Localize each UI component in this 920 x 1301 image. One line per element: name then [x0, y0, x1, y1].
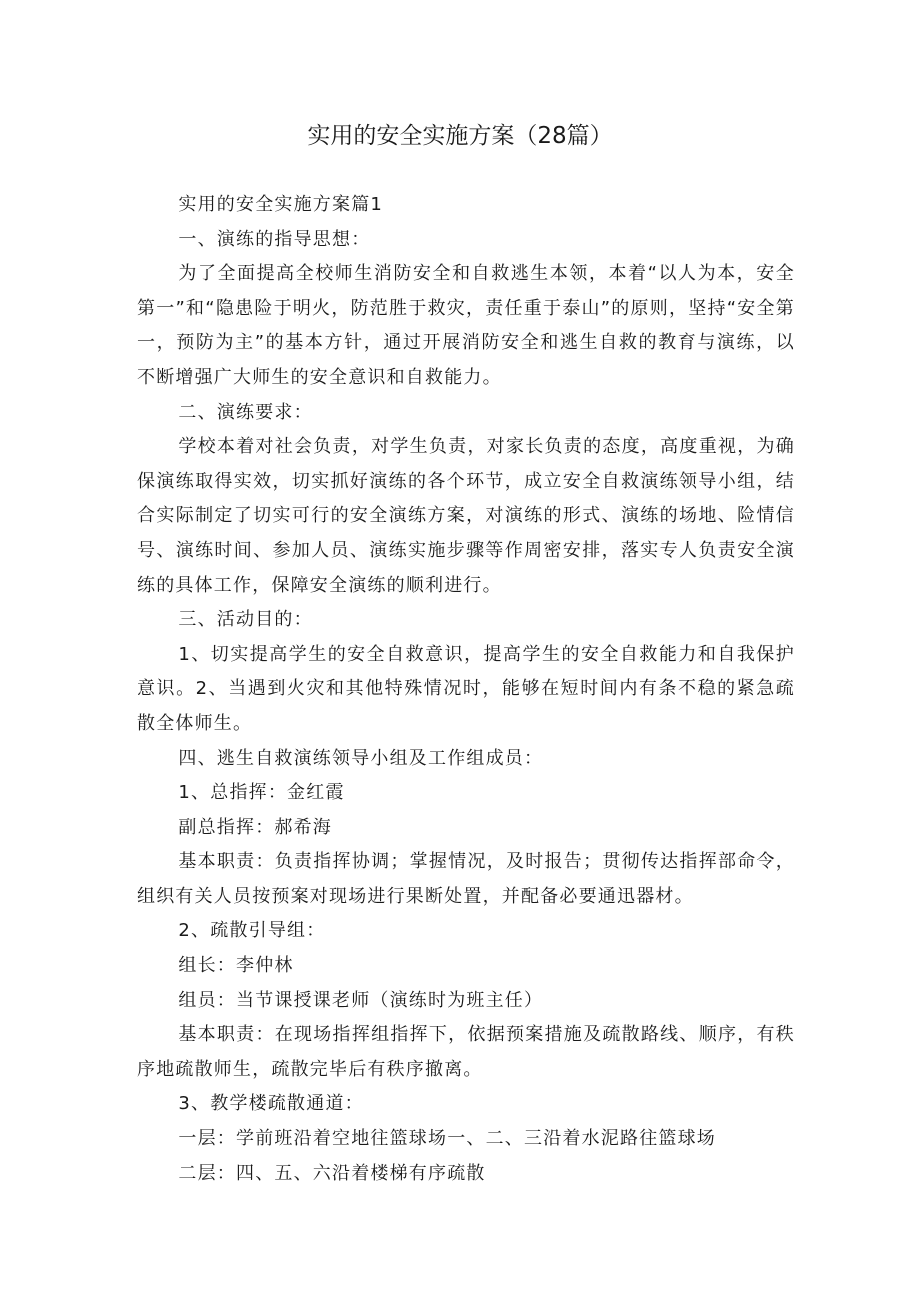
- heading-leadership-group: 四、逃生自救演练领导小组及工作组成员：: [178, 747, 544, 769]
- paragraph-activity-purpose: 1、切实提高学生的安全自救意识，提高学生的安全自救能力和自我保护意识。2、当遇到火灾和其他特殊情况时，能够在短时间内有条不稳的紧急疏散全体师生。: [137, 643, 795, 734]
- commander-duties: 基本职责：负责指挥协调；掌握情况，及时报告；贯彻传达指挥部命令，组织有关人员按预案对现场进行果断处置，并配备必要通迅器材。: [137, 851, 795, 907]
- paragraph-drill-requirements: 学校本着对社会负责，对学生负责，对家长负责的态度，高度重视，为确保演练取得实效，切实抓好演练的各个环节，成立安全自救演练领导小组，结合实际制定了切实可行的安全演练方案，对演练的形式、演练的场地、险情信号、演练时间、参加人员、演练实施步骤等作周密安排，落实专人负责安全演练的具体工作，保障安全演练的顺利进行。: [137, 436, 795, 596]
- section-heading: 实用的安全实施方案篇1: [178, 194, 384, 215]
- commander-line: 1、总指挥：金红霞: [178, 782, 345, 804]
- heading-drill-requirements: 二、演练要求：: [178, 401, 313, 423]
- route-second-floor: 二层：四、五、六沿着楼梯有序疏散: [178, 1162, 486, 1184]
- evacuation-duties: 基本职责：在现场指挥组指挥下，依据预案措施及疏散路线、顺序，有秩序地疏散师生，疏散完毕后有秩序撤离。: [137, 1024, 795, 1080]
- group-members-line: 组员：当节课授课老师（演练时为班主任）: [178, 989, 544, 1011]
- group-leader-line: 组长：李仲林: [178, 955, 294, 977]
- paragraph-guiding-ideology: 为了全面提高全校师生消防安全和自救逃生本领，本着“以人为本，安全第一”和“隐患险于明火，防范胜于救灾，责任重于泰山”的原则，坚持“安全第一，预防为主”的基本方针，通过开展消防安全和逃生自救的教育与演练，以不断增强广大师生的安全意识和自救能力。: [137, 263, 795, 388]
- route-first-floor: 一层：学前班沿着空地往篮球场一、二、三沿着水泥路往篮球场: [178, 1128, 716, 1150]
- deputy-commander-line: 副总指挥：郝希海: [178, 816, 332, 838]
- heading-evacuation-group: 2、疏散引导组：: [178, 920, 326, 942]
- heading-activity-purpose: 三、活动目的：: [178, 609, 313, 631]
- heading-evacuation-routes: 3、教学楼疏散通道：: [178, 1093, 364, 1115]
- document-body: [137, 188, 795, 1191]
- document-title: 实用的安全实施方案（28篇）: [307, 123, 613, 149]
- heading-guiding-ideology: 一、演练的指导思想：: [178, 228, 371, 250]
